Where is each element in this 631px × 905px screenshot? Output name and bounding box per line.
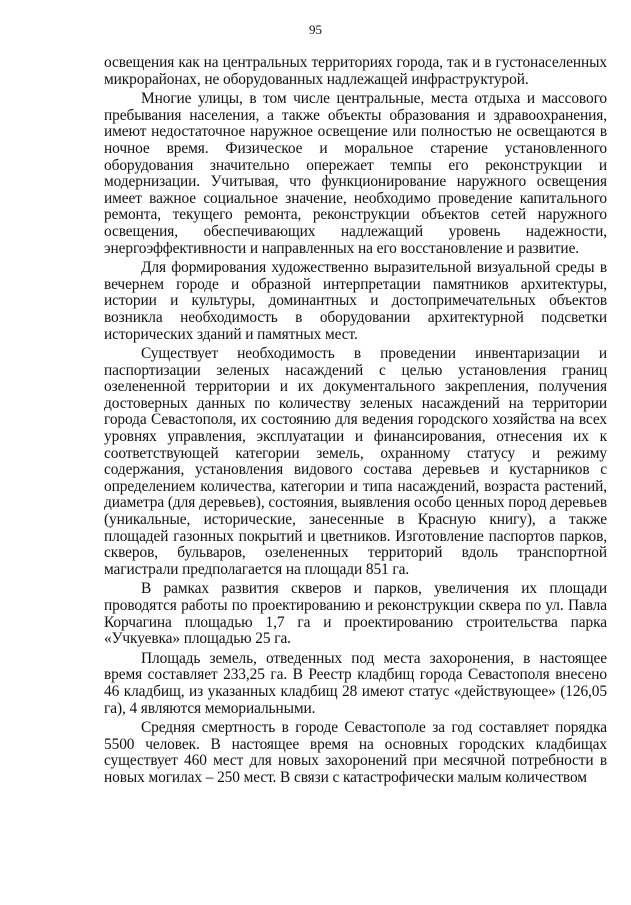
- paragraph-mortality: Средняя смертность в городе Севастополе за год составляет порядка 5500 человек. В настоящее время на основных городских кладбищах существует 460 мест для новых захоронений при месячной потребности в новых могилах – 250 мест. В связи с катастрофически малым количеством: [104, 719, 607, 786]
- paragraph-street-lighting: Многие улицы, в том числе центральные, места отдыха и массового пребывания населения, а также объекты образования и здравоохранения, имеют недостаточное наружное освещение или полностью не освещаются в ночное время. Физическое и моральное старение установленного оборудования значительно опережает темпы его реконструкции и модернизации. Учитывая, что функционирование наружного освещения имеет важное социальное значение, необходимо проведение капитального ремонта, текущего ремонта, реконструкции объектов сетей наружного освещения, обеспечивающих надлежащий уровень надежности, энергоэффективности и направленных на его восстановление и развитие.: [104, 90, 607, 257]
- paragraph-cemeteries-area: Площадь земель, отведенных под места захоронения, в настоящее время составляет 233,25 га. В Реестр кладбищ города Севастополя внесено 46 кладбищ, из указанных кладбищ 28 имеют статус «действующее» (126,05 га), 4 являются мемориальными.: [104, 649, 607, 717]
- paragraph-green-inventory: Существует необходимость в проведении инвентаризации и паспортизации зеленых насаждений с целью установления границ озелененной территории и их документального закрепления, получения достоверных данных по количеству зеленых насаждений на территории города Севастополя, их состоянию для ведения городского хозяйства на всех уровнях управления, эксплуатации и финансирования, отнесения их к соответствующей категории земель, охранному статусу и режиму содержания, установления видового состава деревьев и кустарников с определением количества, категории и типа насаждений, возраста растений, диаметра (для деревьев), состояния, выявления особо ценных пород деревьев (уникальные, исторические, занесенные в Красную книгу), а также площадей газонных покрытий и цветников. Изготовление паспортов парков, скверов, бульваров, озелененных территорий вдоль транспортной магистрали предполагается на площади 851 га.: [104, 345, 607, 578]
- body-text: [104, 55, 607, 790]
- paragraph-architectural-lighting: Для формирования художественно выразительной визуальной среды в вечернем городе и образной интерпретации памятников архитектуры, истории и культуры, доминантных и достопримечательных объектов возникла необходимость в оборудовании архитектурной подсветки исторических зданий и памятных мест.: [104, 259, 607, 343]
- paragraph-parks: В рамках развития скверов и парков, увеличения их площади проводятся работы по проектированию и реконструкции сквера по ул. Павла Корчагина площадью 1,7 га и проектированию строительства парка «Учкуевка» площадью 25 га.: [104, 580, 607, 648]
- paragraph-continued: освещения как на центральных территориях города, так и в густонаселенных микрорайонах, не оборудованных надлежащей инфраструктурой.: [104, 54, 607, 88]
- page-number: 95: [309, 22, 322, 37]
